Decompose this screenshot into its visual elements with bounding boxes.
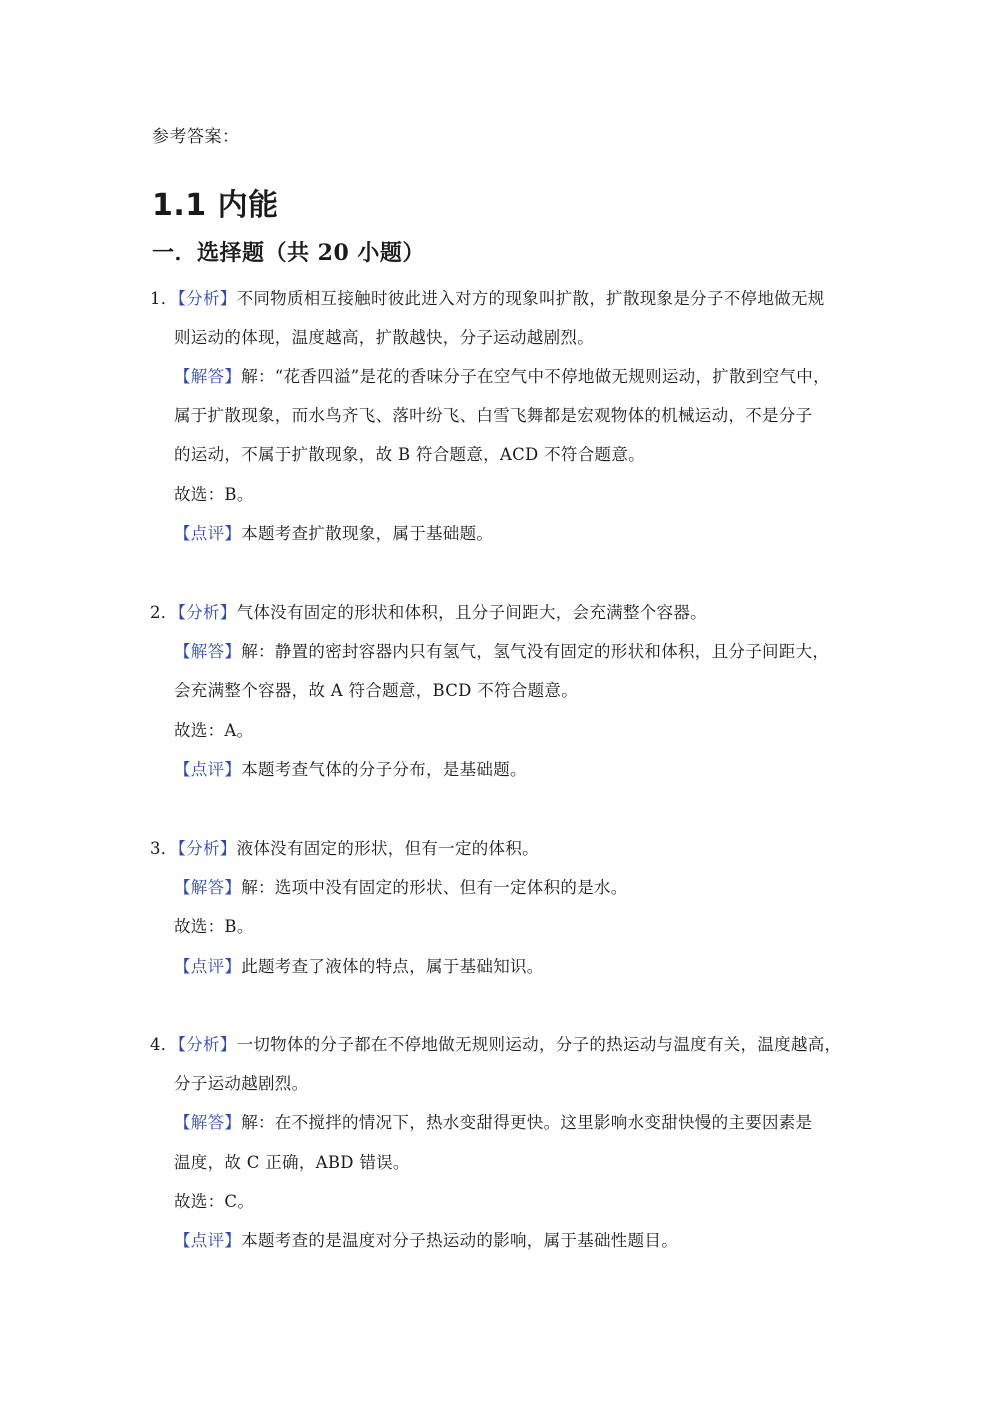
question-number: 3． bbox=[150, 839, 178, 858]
answer-tag: 【解答】 bbox=[174, 367, 242, 386]
choice-text: 故选：A。 bbox=[174, 721, 254, 740]
comment-text: 本题考查气体的分子分布，是基础题。 bbox=[241, 760, 527, 779]
q1-analysis-line bbox=[150, 288, 825, 310]
comment-tag: 【点评】 bbox=[174, 760, 242, 779]
analysis-tag: 【分析】 bbox=[177, 603, 237, 622]
answer-tag: 【解答】 bbox=[174, 642, 242, 661]
q3-comment-line bbox=[174, 956, 544, 978]
q2-answer-line bbox=[174, 641, 829, 663]
comment-text: 此题考查了液体的特点，属于基础知识。 bbox=[241, 957, 544, 976]
reference-answer-label: 参考答案： bbox=[152, 127, 240, 147]
q2-analysis-line bbox=[150, 602, 707, 624]
answer-text: 解：在不搅拌的情况下，热水变甜得更快。这里影响水变甜快慢的主要因素是 bbox=[241, 1113, 813, 1132]
q1-comment-line bbox=[174, 523, 493, 545]
analysis-tag: 【分析】 bbox=[177, 289, 237, 308]
answer-text: 解：静置的密封容器内只有氢气，氢气没有固定的形状和体积，且分子间距大， bbox=[241, 642, 830, 661]
analysis-text: 一切物体的分子都在不停地做无规则运动，分子的热运动与温度有关，温度越高， bbox=[236, 1035, 842, 1054]
choice-text: 故选：B。 bbox=[174, 917, 254, 936]
comment-tag: 【点评】 bbox=[174, 524, 242, 543]
q4-comment-line bbox=[174, 1230, 678, 1252]
analysis-text: 不同物质相互接触时彼此进入对方的现象叫扩散，扩散现象是分子不停地做无规 bbox=[236, 289, 825, 308]
choice-text: 故选：B。 bbox=[174, 485, 254, 504]
q2-comment-line bbox=[174, 759, 527, 781]
comment-text: 本题考查的是温度对分子热运动的影响，属于基础性题目。 bbox=[241, 1231, 679, 1250]
answer-text: 温度，故 C 正确，ABD 错误。 bbox=[174, 1153, 410, 1172]
answer-text: 会充满整个容器，故 A 符合题意，BCD 不符合题意。 bbox=[174, 681, 579, 700]
comment-tag: 【点评】 bbox=[174, 1231, 242, 1250]
answer-text: 的运动，不属于扩散现象，故 B 符合题意，ACD 不符合题意。 bbox=[174, 445, 645, 464]
q3-analysis-line bbox=[150, 838, 539, 860]
answer-tag: 【解答】 bbox=[174, 1113, 242, 1132]
q3-answer-line bbox=[174, 877, 628, 899]
q4-answer-line bbox=[174, 1112, 812, 1134]
analysis-text: 则运动的体现，温度越高，扩散越快，分子运动越剧烈。 bbox=[174, 328, 594, 347]
question-number: 4． bbox=[150, 1035, 178, 1054]
comment-text: 本题考查扩散现象，属于基础题。 bbox=[241, 524, 494, 543]
section-title: 1.1 内能 bbox=[152, 188, 279, 223]
q1-answer-line bbox=[174, 366, 830, 388]
q4-analysis-line bbox=[150, 1034, 841, 1056]
analysis-text: 分子运动越剧烈。 bbox=[174, 1074, 309, 1093]
analysis-text: 气体没有固定的形状和体积，且分子间距大，会充满整个容器。 bbox=[236, 603, 707, 622]
comment-tag: 【点评】 bbox=[174, 957, 242, 976]
question-number: 1． bbox=[150, 289, 178, 308]
question-number: 2． bbox=[150, 603, 178, 622]
analysis-text: 液体没有固定的形状，但有一定的体积。 bbox=[236, 839, 539, 858]
answer-text: 解：选项中没有固定的形状、但有一定体积的是水。 bbox=[241, 878, 628, 897]
answer-tag: 【解答】 bbox=[174, 878, 242, 897]
answer-text: 解：“花香四溢”是花的香味分子在空气中不停地做无规则运动，扩散到空气中， bbox=[241, 367, 830, 386]
choice-text: 故选：C。 bbox=[174, 1192, 255, 1211]
analysis-tag: 【分析】 bbox=[177, 1035, 237, 1054]
subsection-title: 一．选择题（共 20 小题） bbox=[152, 240, 425, 266]
answer-text: 属于扩散现象，而水鸟齐飞、落叶纷飞、白雪飞舞都是宏观物体的机械运动，不是分子 bbox=[174, 406, 813, 425]
analysis-tag: 【分析】 bbox=[177, 839, 237, 858]
